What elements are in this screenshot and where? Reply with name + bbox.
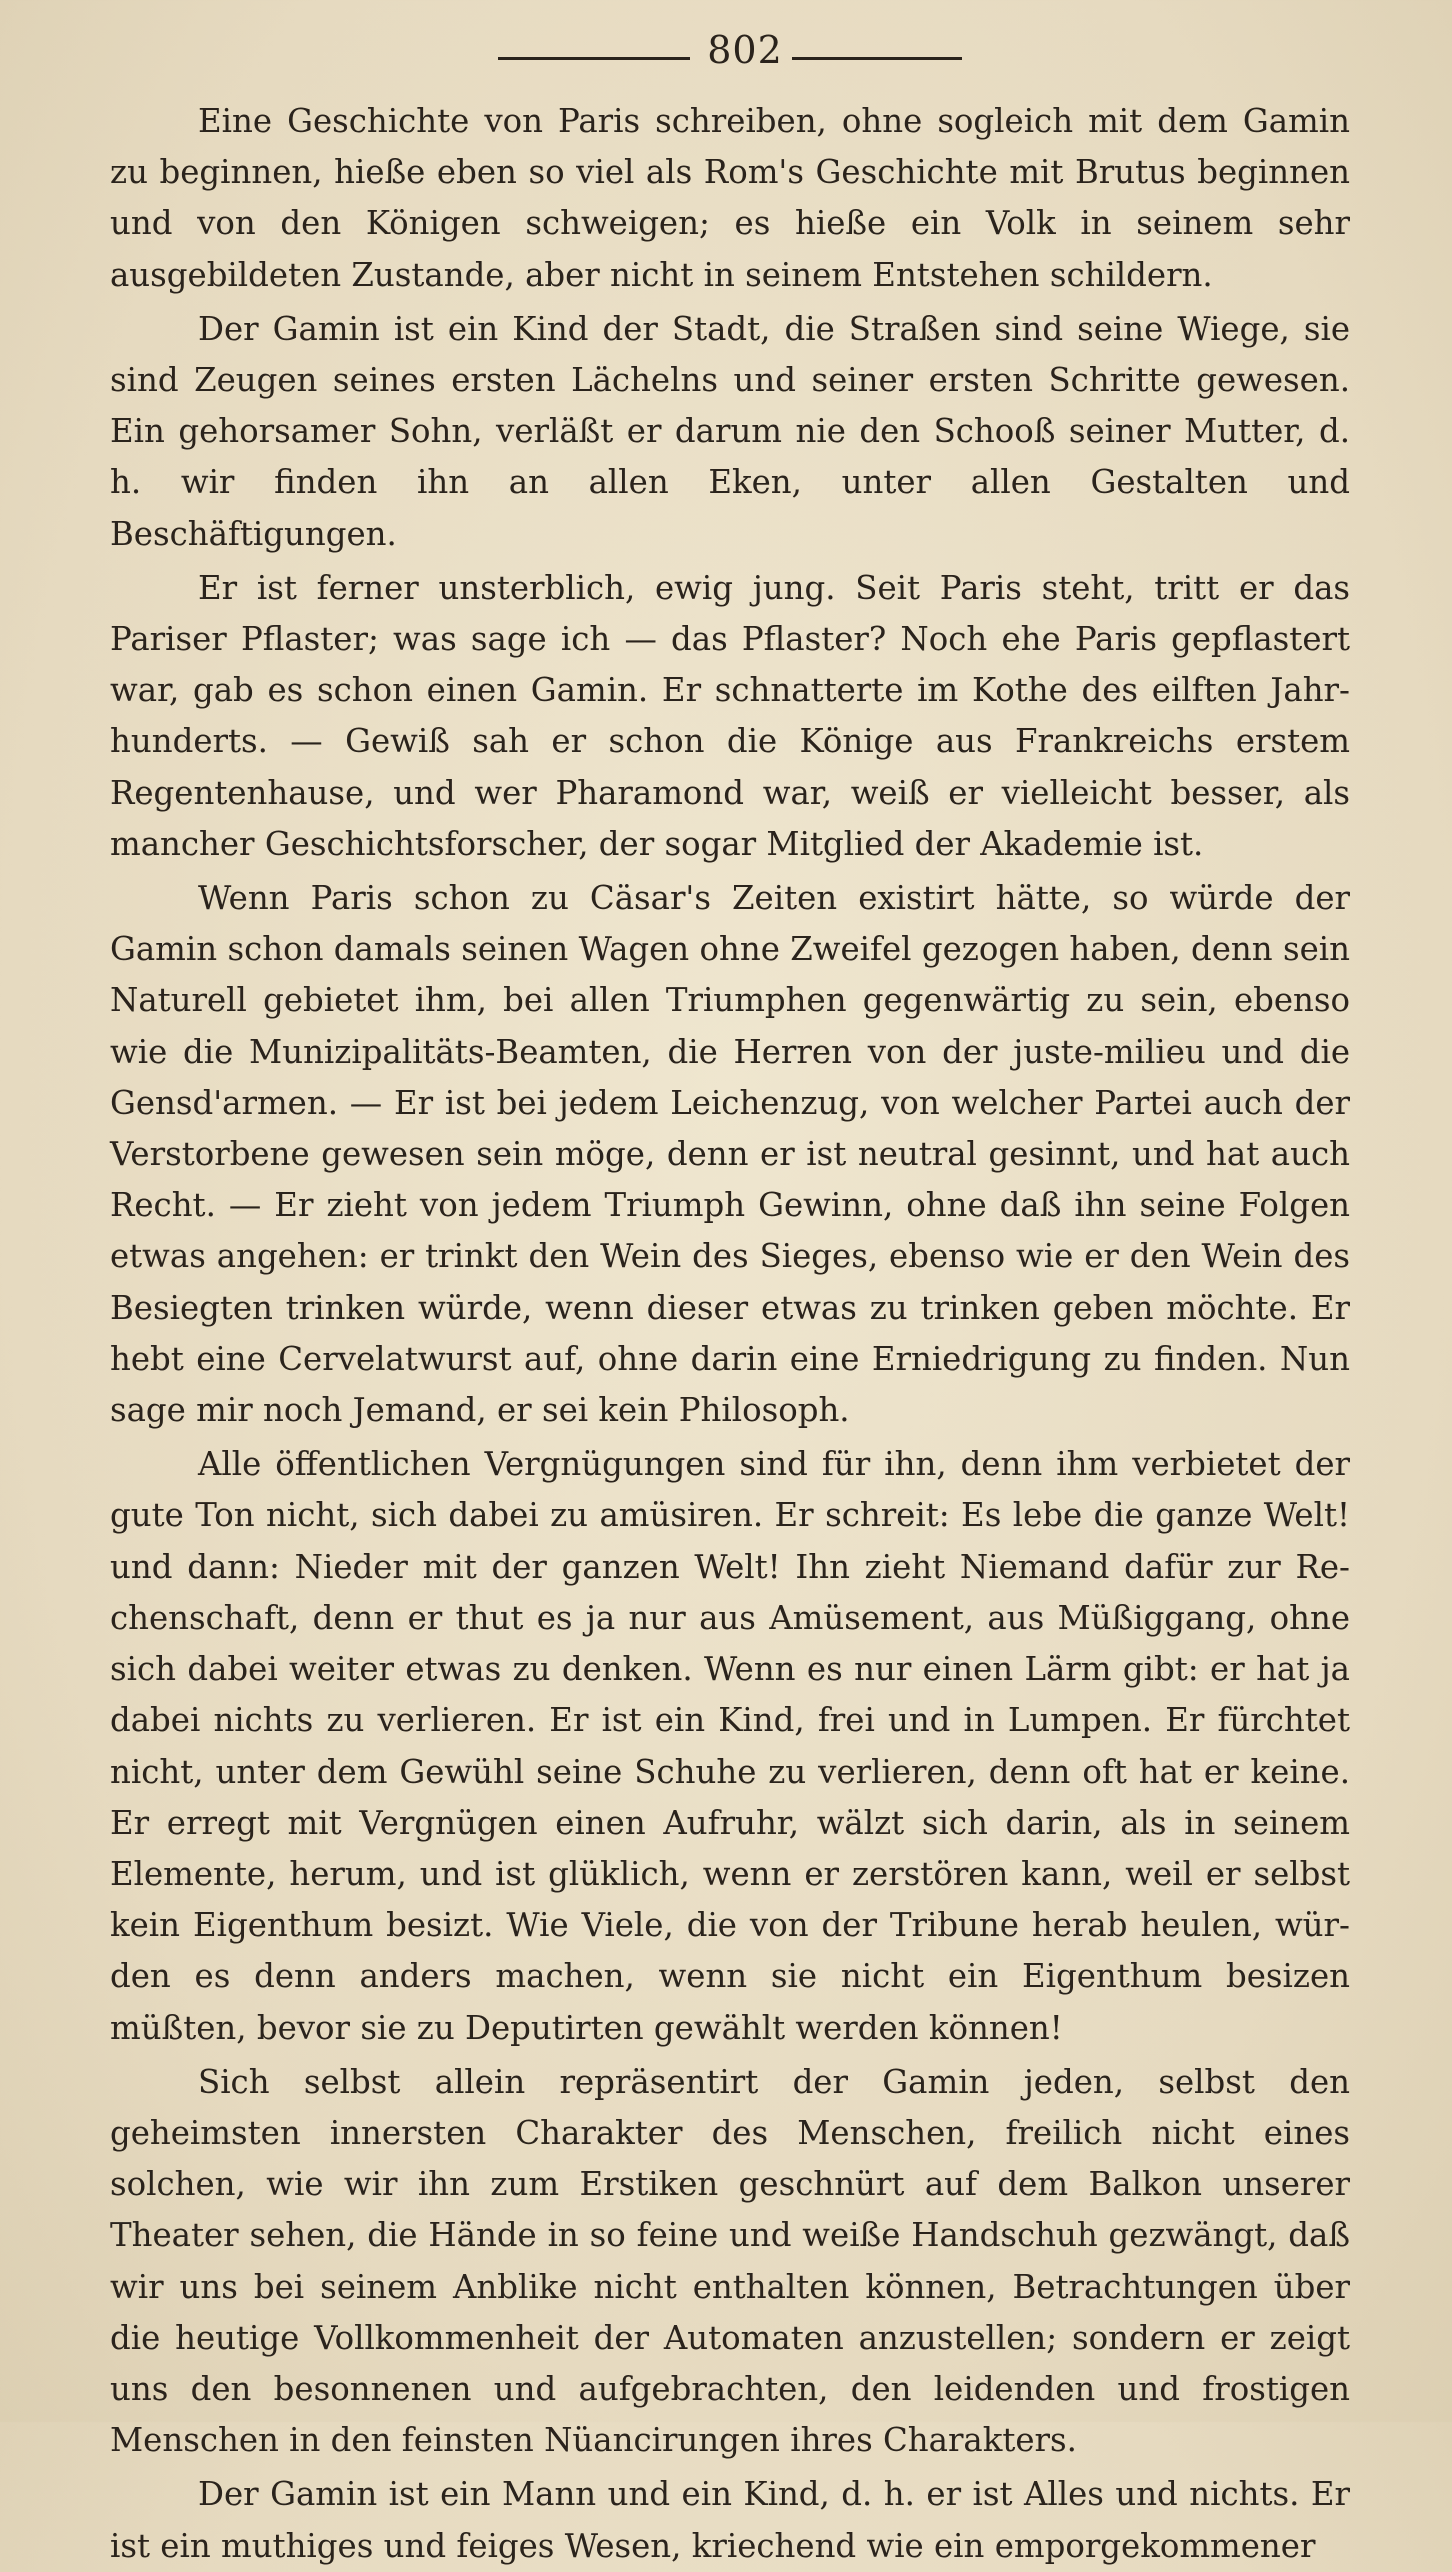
header-rule-left — [498, 57, 690, 60]
paragraph: Eine Geschichte von Paris schreiben, ohne sogleich mit dem Gamin zu beginnen, hieße eben so viel als Rom's Geschichte mit Brutus beginnen und von den Königen schweigen; es hieße ein Volk in seinem sehr ausgebildeten Zustande, aber nicht in seinem Entstehen schildern. — [110, 102, 1350, 294]
header-rule-right — [792, 57, 962, 60]
paragraph: Alle öffentlichen Vergnügungen sind für ihn, denn ihm verbietet der gute Ton nicht, sich dabei zu amüsiren. Er schreit: Es lebe die ganze Welt! und dann: Nieder mit der ganzen Welt! Ihn zieht Niemand dafür zur Rechenschaft, denn er thut es ja nur aus Amüsement, aus Müßiggang, ohne sich dabei weiter etwas zu denken. Wenn es nur einen Lärm gibt: er hat ja dabei nichts zu verlieren. Er ist ein Kind, frei und in Lumpen. Er fürchtet nicht, unter dem Gewühl seine Schuhe zu verlieren, denn oft hat er keine. Er erregt mit Vergnügen einen Aufruhr, wälzt sich darin, als in seinem Elemente, herum, und ist glüklich, wenn er zerstören kann, weil er selbst kein Eigenthum besizt. Wie Viele, die von der Tribune herab heulen, würden es denn anders machen, wenn sie nicht ein Eigenthum besizen müßten, bevor sie zu Deputirten gewählt werden können! — [110, 1445, 1350, 2047]
body-text — [110, 96, 1350, 2572]
paragraph: Wenn Paris schon zu Cäsar's Zeiten existirt hätte, so würde der Gamin schon damals seinen Wagen ohne Zweifel gezogen haben, denn sein Naturell gebietet ihm, bei allen Triumphen gegenwärtig zu sein, ebenso wie die Munizipalitäts-Beamten, die Herren von der juste-milieu und die Gensd'armen. — Er ist bei jedem Leichenzug, von welcher Partei auch der Verstorbene gewesen sein möge, denn er ist neutral gesinnt, und hat auch Recht. — Er zieht von jedem Triumph Gewinn, ohne daß ihn seine Folgen etwas angehen: er trinkt den Wein des Sieges, ebenso wie er den Wein des Besiegten trinken würde, wenn dieser etwas zu trinken geben möchte. Er hebt eine Cervelatwurst auf, ohne darin eine Erniedrigung zu finden. Nun sage mir noch Jemand, er sei kein Philosoph. — [110, 879, 1350, 1430]
page-header — [0, 24, 1452, 84]
paragraph: Der Gamin ist ein Mann und ein Kind, d. h. er ist Alles und nichts. Er ist ein muthiges und feiges Wesen, kriechend wie ein emporgekommener — [110, 2475, 1350, 2565]
paragraph: Der Gamin ist ein Kind der Stadt, die Straßen sind seine Wiege, sie sind Zeugen seines ersten Lächelns und seiner ersten Schritte gewesen. Ein gehorsamer Sohn, verläßt er darum nie den Schooß seiner Mutter, d. h. wir finden ihn an allen Eken, unter allen Gestalten und Beschäftigungen. — [110, 309, 1350, 553]
paragraph: Er ist ferner unsterblich, ewig jung. Seit Paris steht, tritt er das Pariser Pflaster; was sage ich — das Pflaster? Noch ehe Paris gepflastert war, gab es schon einen Gamin. Er schnatterte im Kothe des eilften Jahrhunderts. — Gewiß sah er schon die Könige aus Frankreichs erstem Regentenhause, und wer Pharamond war, weiß er vielleicht besser, als mancher Geschichtsforscher, der sogar Mitglied der Akademie ist. — [110, 568, 1350, 863]
page-number: 802 — [707, 28, 783, 72]
paragraph: Sich selbst allein repräsentirt der Gamin jeden, selbst den geheimsten innersten Charakter des Menschen, freilich nicht eines solchen, wie wir ihn zum Erstiken geschnürt auf dem Balkon unserer Theater sehen, die Hände in so feine und weiße Handschuh gezwängt, daß wir uns bei seinem Anblike nicht enthalten können, Betrachtungen über die heutige Vollkommenheit der Automaten anzustellen; sondern er zeigt uns den besonnenen und aufgebrachten, den leidenden und frostigen Menschen in den feinsten Nüancirungen ihres Charakters. — [110, 2062, 1350, 2460]
